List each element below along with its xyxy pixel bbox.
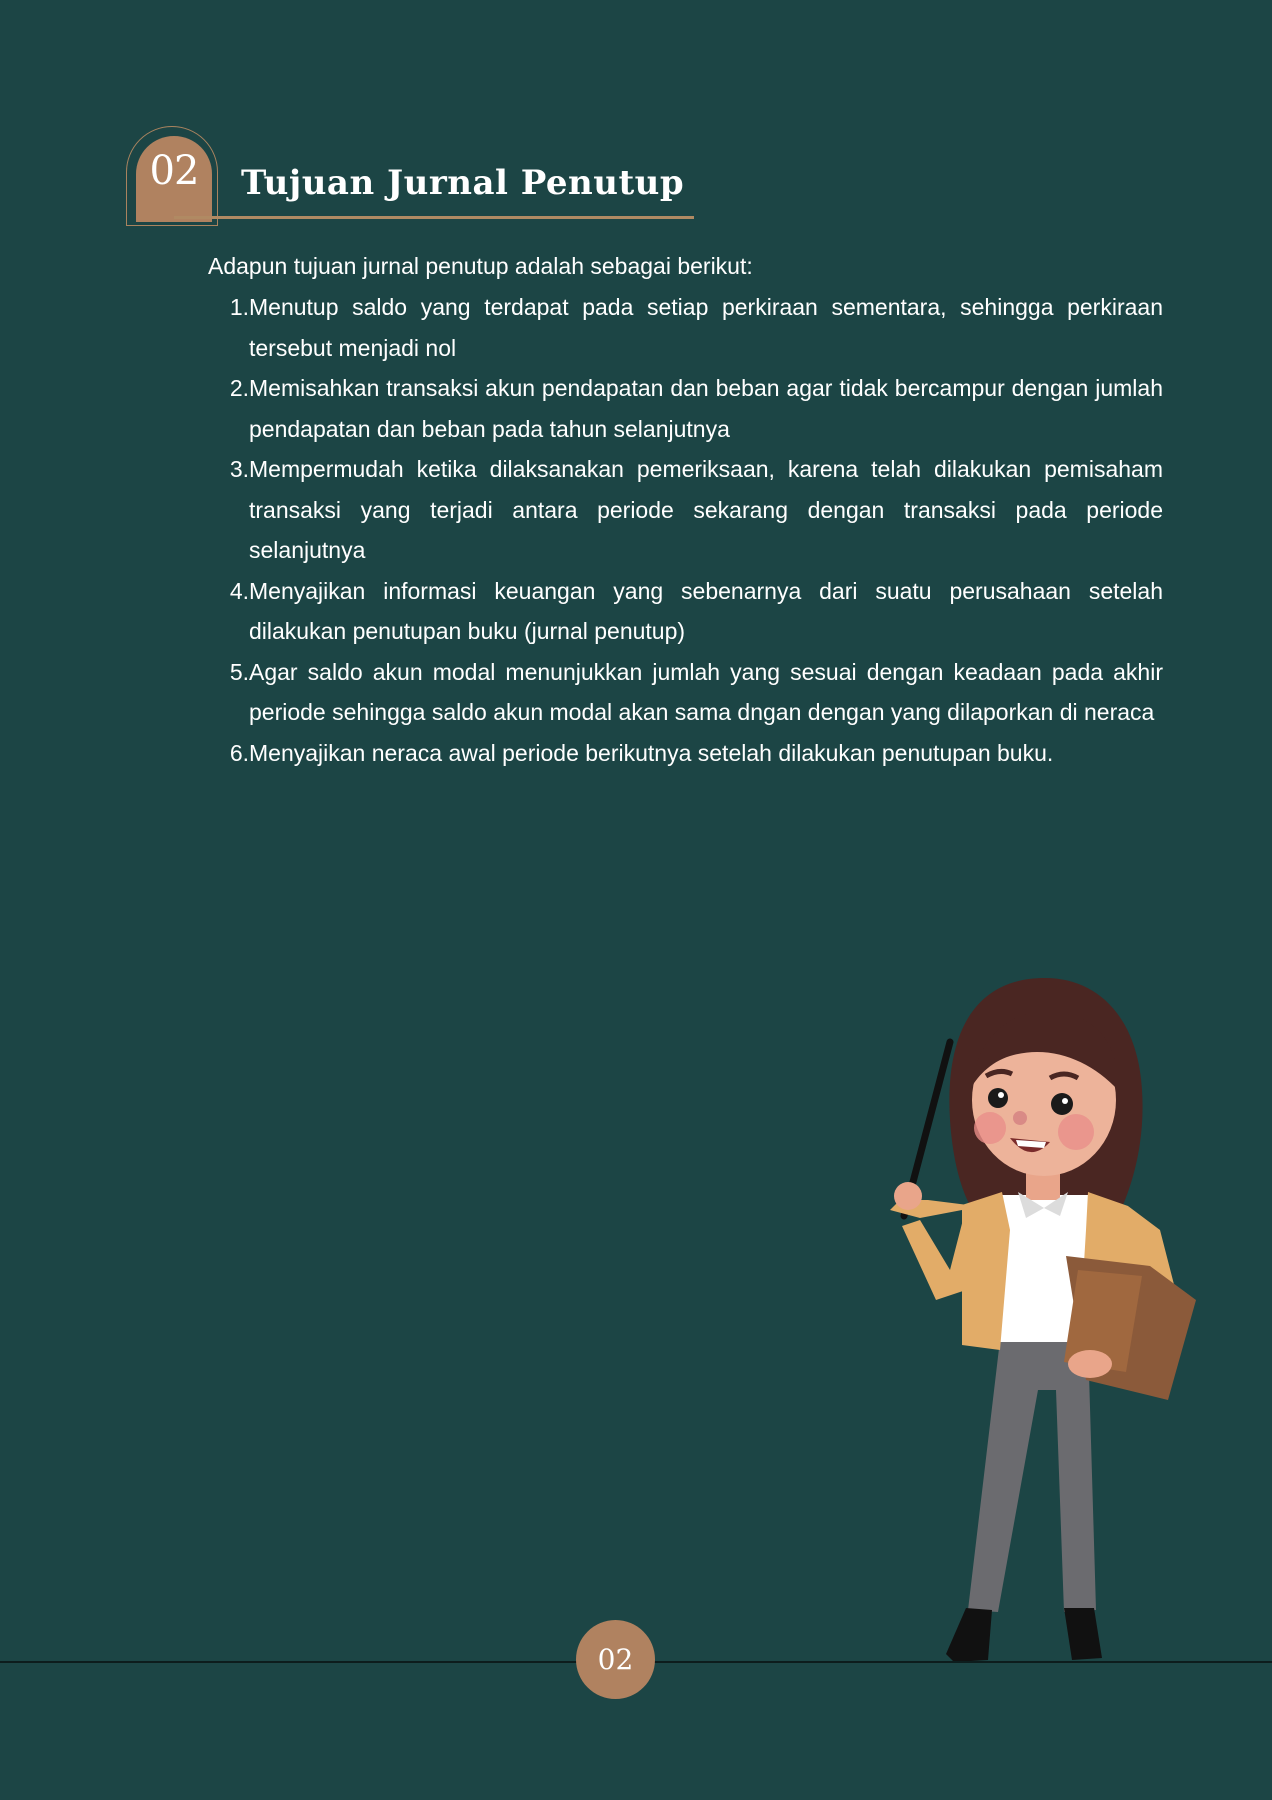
list-item (208, 287, 1163, 368)
list-item (208, 733, 1163, 774)
title-underline (174, 216, 694, 219)
list-item (208, 652, 1163, 733)
page-number: 02 (576, 1620, 655, 1699)
section-number: 02 (149, 148, 199, 194)
list-item (208, 571, 1163, 652)
item-text: Agar saldo akun modal menunjukkan jumlah yang sesuai dengan keadaan pada akhir periode sehingga saldo akun modal akan sama dngan dengan yang dilaporkan di neraca (249, 658, 1163, 725)
goals-list (208, 287, 1163, 773)
section-number-badge (126, 126, 220, 228)
list-item (208, 368, 1163, 449)
teacher-illustration (850, 970, 1210, 1680)
item-text: Menutup saldo yang terdapat pada setiap perkiraan sementara, sehingga perkiraan tersebut menjadi nol (249, 294, 1163, 361)
item-text: Menyajikan neraca awal periode berikutnya setelah dilakukan penutupan buku. (249, 739, 1054, 766)
item-number: 2. (229, 375, 249, 401)
item-number: 3. (229, 456, 249, 482)
page-title: Tujuan Jurnal Penutup (241, 163, 685, 203)
intro-text: Adapun tujuan jurnal penutup adalah sebagai berikut: (208, 253, 753, 279)
item-number: 1. (229, 294, 249, 320)
list-item (208, 449, 1163, 571)
item-number: 4. (229, 577, 249, 604)
item-text: Memisahkan transaksi akun pendapatan dan beban agar tidak bercampur dengan jumlah pendapatan dan beban pada tahun selanjutnya (249, 375, 1163, 442)
item-number: 6. (229, 739, 249, 766)
item-text: Mempermudah ketika dilaksanakan pemeriksaan, karena telah dilakukan pemisaham transaksi yang terjadi antara periode sekarang dengan transaksi pada periode selanjutnya (249, 456, 1163, 563)
item-text: Menyajikan informasi keuangan yang sebenarnya dari suatu perusahaan setelah dilakukan penutupan buku (jurnal penutup) (249, 577, 1163, 644)
item-number: 5. (229, 658, 249, 685)
